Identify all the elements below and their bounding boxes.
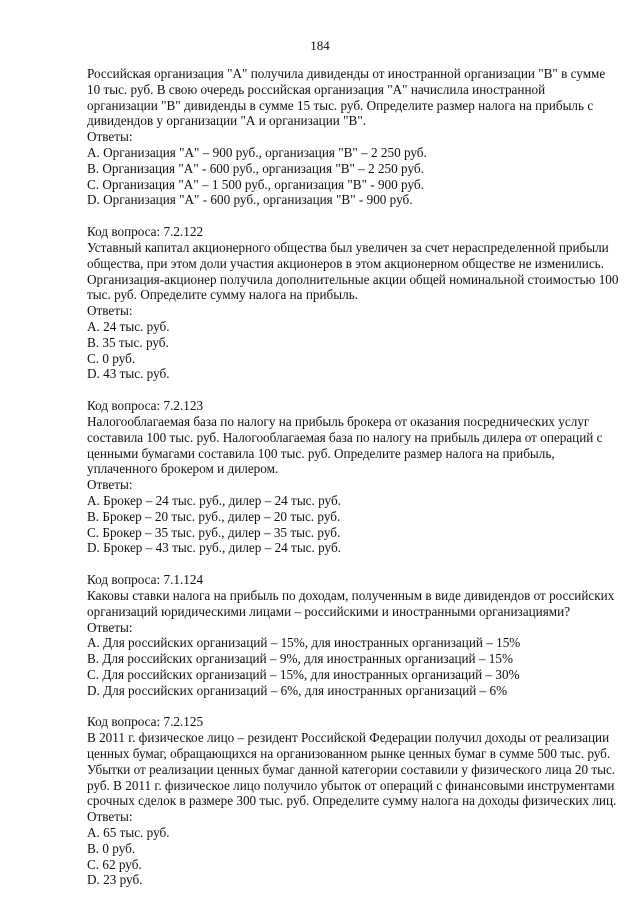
page-content (87, 66, 619, 888)
question-code: Код вопроса: 7.2.123 (87, 398, 204, 414)
question-text-line: составила 100 тыс. руб. Налогооблагаемая база по налогу на прибыль дилера от операций с (87, 429, 603, 445)
answers-label: Ответы: (87, 477, 133, 493)
question-text-line: организации "В" дивиденды в сумме 15 тыс. руб. Определите размер налога на прибыль с (87, 97, 594, 113)
question-block (87, 572, 615, 698)
answer-option: D. Для российских организаций – 6%, для иностранных организаций – 6% (87, 682, 508, 698)
question-block (87, 714, 617, 888)
answer-option: C. 0 руб. (87, 350, 136, 366)
answer-option: B. Брокер – 20 тыс. руб., дилер – 20 тыс. руб. (87, 508, 341, 524)
answers-label: Ответы: (87, 303, 133, 319)
answer-option: C. 62 руб. (87, 856, 142, 872)
answer-option: A. Для российских организаций – 15%, для иностранных организаций – 15% (87, 635, 521, 651)
page-number: 184 (310, 38, 330, 53)
question-text-line: 10 тыс. руб. В свою очередь российская организация "А" начислила иностранной (87, 81, 546, 97)
question-text-line: Организация-акционер получила дополнительные акции общей номинальной стоимостью 100 (87, 271, 619, 287)
question-text-line: руб. В 2011 г. физическое лицо получило убыток от операций с финансовыми инструментами (87, 777, 615, 793)
question-text-line: дивидендов у организации "А и организации "В". (87, 113, 366, 129)
answer-option: B. 35 тыс. руб. (87, 334, 169, 350)
question-block (87, 398, 607, 556)
answer-option: A. 24 тыс. руб. (87, 318, 170, 334)
answer-option: D. Брокер – 43 тыс. руб., дилер – 24 тыс. руб. (87, 540, 341, 556)
question-text-line: уплаченного брокером и дилером. (87, 461, 279, 477)
question-code: Код вопроса: 7.2.125 (87, 714, 204, 730)
question-code: Код вопроса: 7.2.122 (87, 224, 204, 240)
answer-option: B. Для российских организаций – 9%, для иностранных организаций – 15% (87, 651, 513, 667)
answers-label: Ответы: (87, 619, 133, 635)
question-text-line: общества, при этом доли участия акционеров в этом акционерном обществе не изменились. (87, 255, 604, 271)
answer-option: A. Брокер – 24 тыс. руб., дилер – 24 тыс. руб. (87, 492, 341, 508)
question-text-line: срочных сделок в размере 300 тыс. руб. Определите сумму налога на доходы физических лиц. (87, 793, 617, 809)
answer-option: C. Для российских организаций – 15%, для иностранных организаций – 30% (87, 666, 520, 682)
question-text-line: Убытки от реализации ценных бумаг данной категории составили у физического лица 20 тыс. (87, 761, 616, 777)
question-text-line: тыс. руб. Определите сумму налога на прибыль. (87, 287, 358, 303)
question-text-line: ценных бумаг, обращающихся на организованном рынке ценных бумаг в сумме 500 тыс. руб. (87, 746, 611, 762)
answer-option: B. Организация "А" - 600 руб., организация "В" – 2 250 руб. (87, 160, 424, 176)
answer-option: C. Брокер – 35 тыс. руб., дилер – 35 тыс. руб. (87, 524, 341, 540)
answer-option: D. 43 тыс. руб. (87, 366, 170, 382)
answer-option: D. Организация "А" - 600 руб., организация "В" - 900 руб. (87, 192, 413, 208)
question-block (87, 224, 619, 382)
answer-option: A. Организация "А" – 900 руб., организация "В" – 2 250 руб. (87, 144, 427, 160)
question-block (87, 66, 607, 208)
question-text-line: Российская организация "А" получила дивиденды от иностранной организации "В" в сумме (87, 66, 606, 81)
answer-option: B. 0 руб. (87, 840, 136, 856)
question-text-line: В 2011 г. физическое лицо – резидент Российской Федерации получил доходы от реализации (87, 730, 610, 746)
question-text-line: Налогооблагаемая база по налогу на прибыль брокера от оказания посреднических услуг (87, 413, 590, 429)
question-text-line: организаций юридическими лицами – российскими и иностранными организациями? (87, 603, 571, 619)
answers-label: Ответы: (87, 129, 133, 145)
question-text-line: Каковы ставки налога на прибыль по доходам, полученным в виде дивидендов от российских (87, 587, 615, 603)
answer-option: C. Организация "А" – 1 500 руб., организация "В" - 900 руб. (87, 176, 424, 192)
question-text-line: ценными бумагами составила 100 тыс. руб. Определите размер налога на прибыль, (87, 445, 555, 461)
answers-label: Ответы: (87, 809, 133, 825)
question-text-line: Уставный капитал акционерного общества был увеличен за счет нераспределенной прибыли (87, 239, 609, 255)
answer-option: D. 23 руб. (87, 872, 143, 888)
answer-option: A. 65 тыс. руб. (87, 825, 170, 841)
question-code: Код вопроса: 7.1.124 (87, 572, 204, 588)
